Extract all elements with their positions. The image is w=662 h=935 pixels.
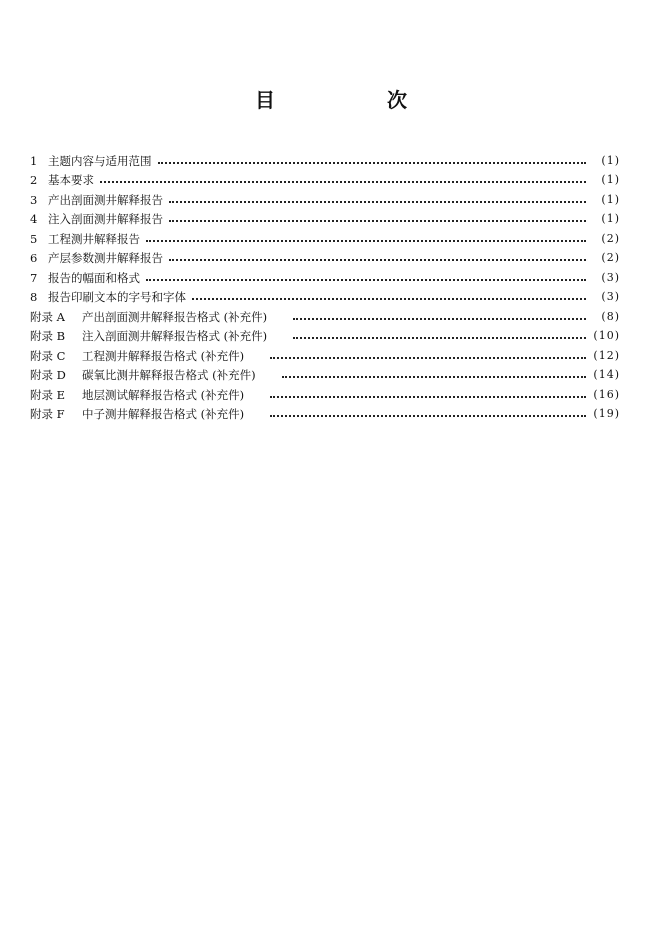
toc-entry-page: (2) [601,251,620,264]
toc-entry-page: (3) [601,270,620,284]
toc-entry-number: 5 [30,231,38,246]
toc-entry-number: 8 [30,290,38,304]
toc-entry-page: (1) [601,192,620,206]
toc-entry-number: 6 [30,251,38,265]
toc-entry-page: (1) [601,212,620,225]
toc-entry-3 [30,188,620,208]
toc-entry-number: 2 [30,173,38,187]
toc-entry-number: 7 [30,270,38,285]
toc-entry-title: 注入剖面测井解释报告格式 (补充件) [82,329,268,343]
dot-leader [158,162,587,164]
page-title: 目 次 [255,88,453,112]
dot-leader [270,396,586,398]
toc-entry-7 [30,266,620,286]
toc-entry-title: 基本要求 [48,173,94,187]
toc-entry-number: 附录 A [30,309,65,324]
toc-entry-number: 附录 E [30,387,66,402]
toc-entry-page: (19) [593,407,620,420]
toc-entry-title: 碳氧比测井解释报告格式 (补充件) [82,368,256,382]
toc-entry-title: 中子测井解释报告格式 (补充件) [82,407,245,421]
toc-entry-appendix-f [30,403,620,423]
toc-entry-number: 附录 D [30,368,66,382]
toc-entry-number: 附录 C [30,348,66,363]
toc-entry-page: (1) [601,173,620,186]
dot-leader [293,318,586,320]
toc-entry-5 [30,227,620,247]
toc-entry-title: 地层测试解释报告格式 (补充件) [82,387,245,402]
dot-leader [169,201,586,203]
toc-entry-title: 产出剖面测井解释报告 [48,192,163,207]
toc-entry-title: 报告的幅面和格式 [48,270,140,285]
dot-leader [169,259,586,261]
table-of-contents [30,149,620,422]
toc-entry-title: 主题内容与适用范围 [48,153,152,168]
dot-leader [146,240,586,242]
toc-entry-4 [30,208,620,228]
toc-entry-number: 4 [30,212,38,226]
dot-leader [270,357,586,359]
toc-entry-title: 产出剖面测井解释报告格式 (补充件) [82,309,268,324]
dot-leader [146,279,586,281]
dot-leader [169,220,586,222]
toc-entry-appendix-e [30,383,620,403]
toc-entry-6 [30,247,620,267]
toc-entry-title: 工程测井解释报告格式 (补充件) [82,348,245,363]
toc-entry-number: 3 [30,192,38,207]
toc-entry-1 [30,149,620,169]
toc-entry-title: 报告印刷文本的字号和字体 [48,290,186,304]
toc-entry-page: (14) [593,368,620,381]
toc-entry-appendix-d [30,364,620,384]
toc-entry-page: (16) [593,387,620,401]
toc-entry-title: 工程测井解释报告 [48,231,140,246]
toc-entry-page: (3) [601,290,620,303]
toc-entry-number: 1 [30,153,38,168]
dot-leader [192,298,586,300]
toc-entry-page: (1) [601,153,620,167]
toc-entry-page: (8) [601,309,620,323]
toc-entry-appendix-b [30,325,620,345]
toc-entry-number: 附录 B [30,329,66,343]
toc-entry-title: 产层参数测井解释报告 [48,251,163,265]
toc-entry-page: (10) [593,329,620,342]
dot-leader [270,415,586,417]
dot-leader [282,376,586,378]
toc-entry-appendix-c [30,344,620,364]
toc-entry-page: (12) [593,348,620,362]
toc-entry-page: (2) [601,231,620,245]
toc-entry-8 [30,286,620,306]
dot-leader [100,181,586,183]
toc-entry-number: 附录 F [30,407,65,421]
toc-entry-title: 注入剖面测井解释报告 [48,212,163,226]
dot-leader [293,337,586,339]
toc-entry-appendix-a [30,305,620,325]
toc-entry-2 [30,169,620,189]
